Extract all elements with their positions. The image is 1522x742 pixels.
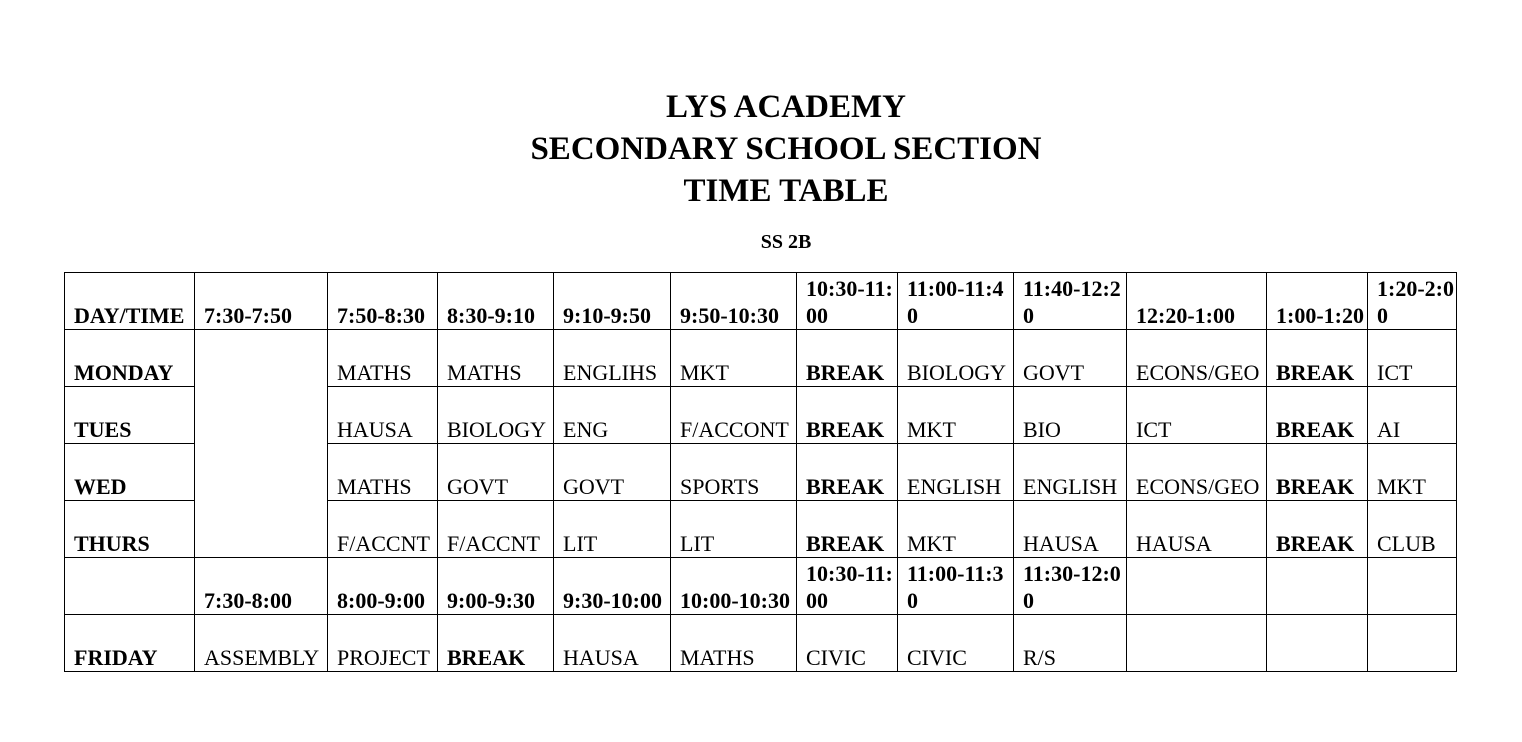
subject-cell: MKT [898,501,1014,558]
class-name: SS 2B [760,231,812,253]
school-name: LYS ACADEMY [666,89,906,125]
break-cell: BREAK [797,387,898,444]
document-title: TIME TABLE [683,173,889,209]
subject-cell: HAUSA [328,387,438,444]
day-cell: TUES [65,387,195,444]
header-cell: 9:30-10:00 [554,558,671,615]
header-cell: 10:30-11:00 [797,273,898,330]
header-cell: 7:30-8:00 [195,558,328,615]
header-cell: 11:30-12:00 [1014,558,1127,615]
timetable [64,272,1457,672]
header-cell: 7:30-7:50 [195,273,328,330]
header-cell: 9:00-9:30 [438,558,554,615]
table-row-monday [65,330,1457,387]
header-cell [1127,558,1267,615]
header-cell: DAY/TIME [65,273,195,330]
subject-cell: ENGLIHS [554,330,671,387]
subject-cell: MKT [671,330,797,387]
subject-cell: LIT [671,501,797,558]
subject-cell: ECONS/GEO [1127,330,1267,387]
subject-cell [1368,615,1457,672]
break-cell: BREAK [797,330,898,387]
subject-cell: ECONS/GEO [1127,444,1267,501]
subject-cell: MKT [898,387,1014,444]
break-cell: BREAK [1267,330,1368,387]
subject-cell: LIT [554,501,671,558]
day-cell: WED [65,444,195,501]
header-cell: 11:40-12:20 [1014,273,1127,330]
subject-cell [1267,615,1368,672]
subject-cell: ASSEMBLY [195,615,328,672]
subject-cell: CIVIC [898,615,1014,672]
table-row-friday [65,615,1457,672]
empty-merged-cell [195,330,328,558]
subject-cell: SPORTS [671,444,797,501]
subject-cell: MATHS [328,444,438,501]
day-cell: FRIDAY [65,615,195,672]
subject-cell: HAUSA [1014,501,1127,558]
subject-cell: HAUSA [554,615,671,672]
header-cell: 10:30-11:00 [797,558,898,615]
header-cell: 1:20-2:00 [1368,273,1457,330]
header-cell [1267,558,1368,615]
subject-cell: R/S [1014,615,1127,672]
header-cell [1368,558,1457,615]
time-header-row [65,273,1457,330]
subject-cell: ENGLISH [898,444,1014,501]
subject-cell: MATHS [671,615,797,672]
header-cell: 1:00-1:20 [1267,273,1368,330]
header-cell [65,558,195,615]
break-cell: BREAK [1267,444,1368,501]
subject-cell: MKT [1368,444,1457,501]
subject-cell: BIO [1014,387,1127,444]
subject-cell: F/ACCNT [438,501,554,558]
subject-cell: MATHS [438,330,554,387]
break-cell: BREAK [797,444,898,501]
subject-cell: HAUSA [1127,501,1267,558]
subject-cell: BIOLOGY [438,387,554,444]
header-cell: 10:00-10:30 [671,558,797,615]
subject-cell: GOVT [554,444,671,501]
break-cell: BREAK [1267,501,1368,558]
document-header [0,86,1522,212]
friday-time-header-row [65,558,1457,615]
header-cell: 11:00-11:30 [898,558,1014,615]
subject-cell: CIVIC [797,615,898,672]
header-cell: 8:00-9:00 [328,558,438,615]
day-cell: THURS [65,501,195,558]
subject-cell: ENG [554,387,671,444]
subject-cell: PROJECT [328,615,438,672]
header-cell: 9:50-10:30 [671,273,797,330]
subject-cell: BIOLOGY [898,330,1014,387]
subject-cell: F/ACCNT [328,501,438,558]
day-cell: MONDAY [65,330,195,387]
header-cell: 12:20-1:00 [1127,273,1267,330]
header-cell: 9:10-9:50 [554,273,671,330]
section-name: SECONDARY SCHOOL SECTION [530,131,1042,167]
subject-cell: ENGLISH [1014,444,1127,501]
subject-cell: CLUB [1368,501,1457,558]
break-cell: BREAK [797,501,898,558]
subject-cell: ICT [1127,387,1267,444]
break-cell: BREAK [1267,387,1368,444]
subject-cell [1127,615,1267,672]
header-cell: 11:00-11:40 [898,273,1014,330]
subject-cell: GOVT [1014,330,1127,387]
subject-cell: AI [1368,387,1457,444]
header-cell: 7:50-8:30 [328,273,438,330]
subject-cell: ICT [1368,330,1457,387]
subject-cell: MATHS [328,330,438,387]
subject-cell: GOVT [438,444,554,501]
subject-cell: F/ACCONT [671,387,797,444]
break-cell: BREAK [438,615,554,672]
header-cell: 8:30-9:10 [438,273,554,330]
